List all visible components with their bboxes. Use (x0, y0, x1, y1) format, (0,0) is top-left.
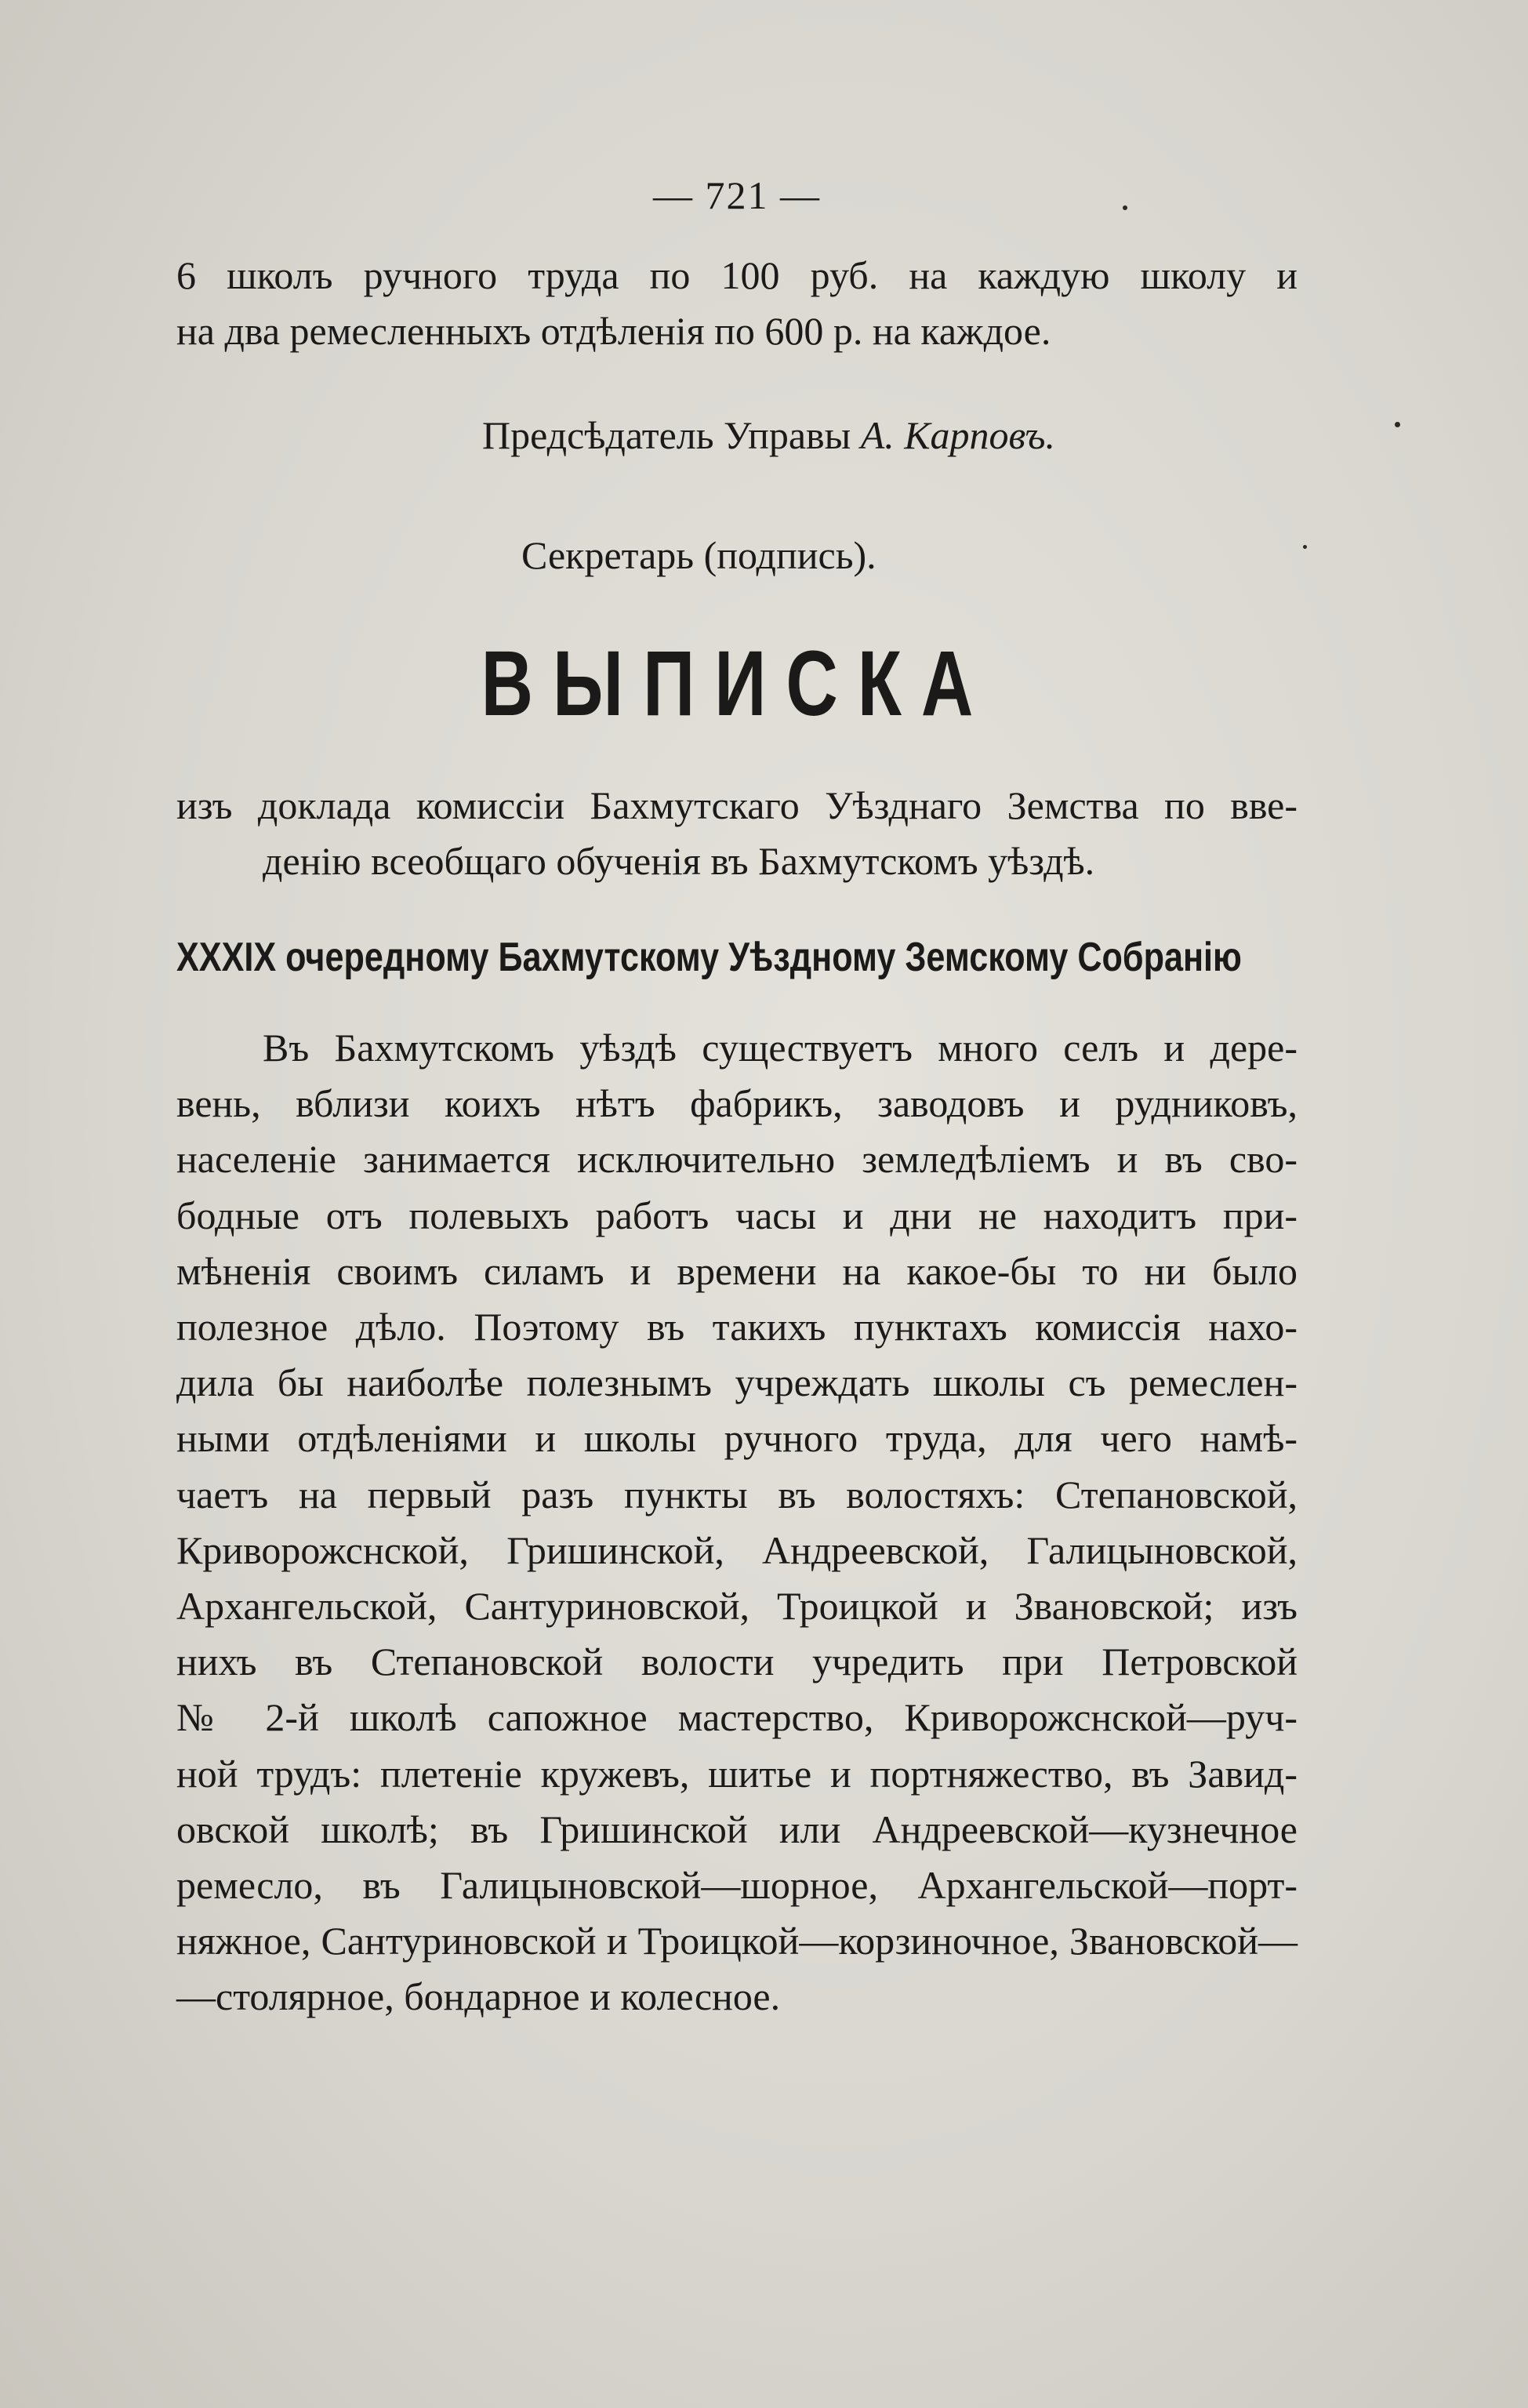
chairman-signature (176, 408, 1298, 463)
body-line: вень, вблизи коихъ нѣтъ фабрикъ, заводовъ и рудниковъ, (176, 1081, 1298, 1126)
body-line: дила бы наиболѣе полезнымъ учреждать школы съ ремеслен- (176, 1360, 1298, 1405)
chairman-name: А. Карповъ. (860, 413, 1055, 457)
body-line: —столярное, бондарное и колесное. (176, 1974, 781, 2019)
body-paragraph (176, 1020, 1298, 2025)
body-line: овской школѣ; въ Гришинской или Андреевской—кузнечное (176, 1807, 1298, 1851)
body-line: мѣненія своимъ силамъ и времени на какое-бы то ни было (176, 1248, 1298, 1293)
body-line: нихъ въ Степановской волости учредить при Петровской (176, 1640, 1298, 1684)
body-line: полезное дѣло. Поэтому въ такихъ пунктахъ комиссія нахо- (176, 1305, 1298, 1349)
secretary-signature: Секретарь (подпись). (521, 533, 877, 577)
document-title: ВЫПИСКА (481, 632, 993, 735)
body-line: населеніе занимается исключительно земледѣліемъ и въ сво- (176, 1137, 1298, 1182)
body-line: Въ Бахмутскомъ уѣздѣ существуетъ много селъ и дере- (263, 1026, 1298, 1070)
ink-speck (1395, 422, 1400, 427)
chairman-label: Предсѣдатель Управы (482, 413, 851, 457)
body-line: ремесло, въ Галицыновской—шорное, Архангельской—порт- (176, 1863, 1298, 1908)
intro-paragraph (176, 248, 1298, 359)
body-line: ной трудъ: плетеніе кружевъ, шитье и портняжество, въ Завид- (176, 1751, 1298, 1796)
body-line: Криворожснской, Гришинской, Андреевской, Галицыновской, (176, 1527, 1298, 1572)
body-line: чаетъ на первый разъ пункты въ волостяхъ: Степановской, (176, 1472, 1298, 1516)
body-line: Архангельской, Сантуриновской, Троицкой и Звановской; изъ (176, 1584, 1298, 1629)
body-line: № 2-й школѣ сапожное мастерство, Криворожснской—руч- (176, 1695, 1298, 1740)
body-line: няжное, Сантуриновской и Троицкой—корзиночное, Звановской— (176, 1919, 1298, 1963)
page-content (176, 173, 1298, 2025)
body-line: ными отдѣленіями и школы ручного труда, для чего намѣ- (176, 1416, 1298, 1461)
section-heading: XXXIX очередному Бахмутскому Уѣздному Земскому Собранію (176, 935, 1242, 980)
ink-speck (1303, 545, 1307, 549)
page-number: — 721 — (653, 173, 821, 217)
body-line: бодные отъ полевыхъ работъ часы и дни не находитъ при- (176, 1193, 1298, 1237)
intro-line-1: 6 школъ ручного труда по 100 руб. на каждую школу и (176, 253, 1298, 297)
subtitle-line-1: изъ доклада комиссіи Бахмутскаго Уѣзднаго Земства по вве- (176, 783, 1298, 827)
subtitle-line-2: денію всеобщаго обученія въ Бахмутскомъ уѣздѣ. (263, 839, 1095, 883)
document-subtitle (176, 778, 1298, 889)
intro-line-2: на два ремесленныхъ отдѣленія по 600 р. на каждое. (176, 309, 1051, 353)
ink-speck (1123, 205, 1127, 210)
